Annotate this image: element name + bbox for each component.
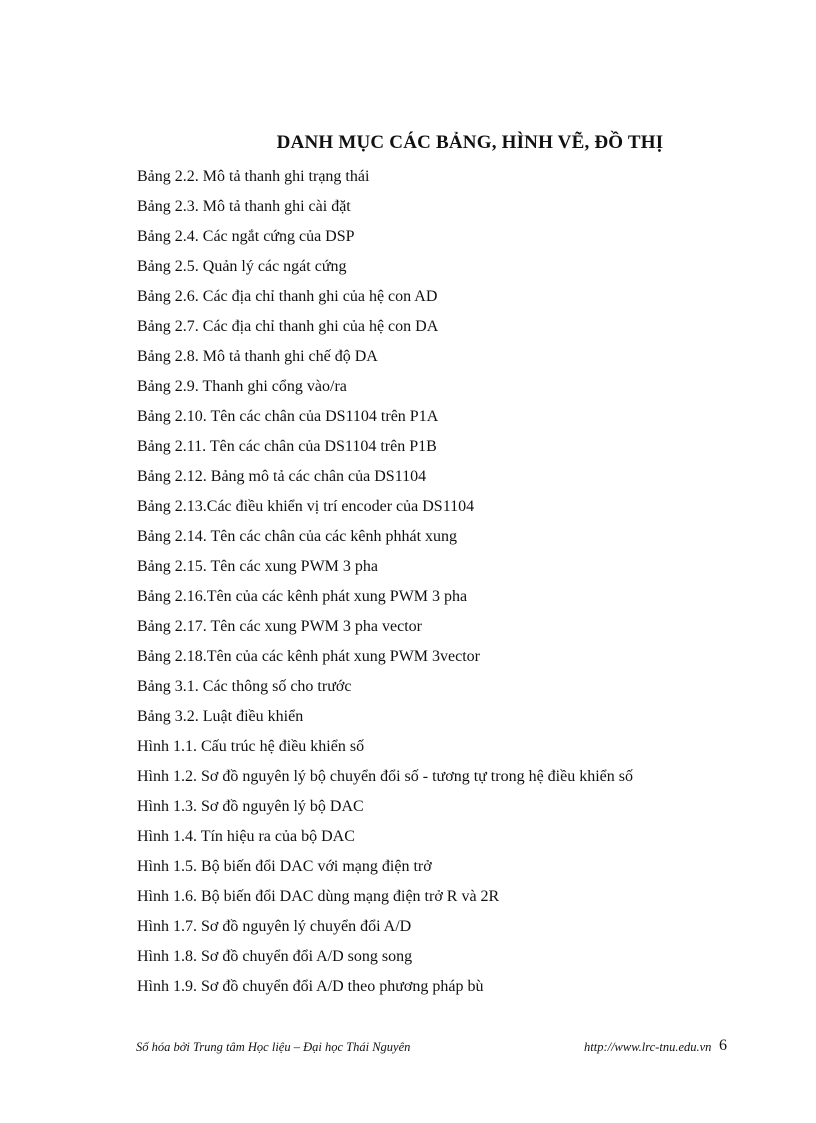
list-item: Bảng 2.9. Thanh ghi cổng vào/ra xyxy=(137,378,347,395)
list-item: Bảng 2.11. Tên các chân của DS1104 trên P1B xyxy=(137,438,437,455)
list-item: Hình 1.5. Bộ biến đổi DAC với mạng điện trở xyxy=(137,858,432,875)
list-item: Bảng 2.15. Tên các xung PWM 3 pha xyxy=(137,558,378,575)
list-item: Bảng 2.3. Mô tả thanh ghi cài đặt xyxy=(137,198,351,215)
page-title: DANH MỤC CÁC BẢNG, HÌNH VẼ, ĐỒ THỊ xyxy=(276,132,664,153)
list-item: Hình 1.6. Bộ biến đổi DAC dùng mạng điện trở R và 2R xyxy=(137,888,500,905)
footer-url[interactable]: http://www.lrc-tnu.edu.vn xyxy=(584,1040,712,1054)
list-item: Hình 1.2. Sơ đồ nguyên lý bộ chuyển đổi số - tương tự trong hệ điều khiển số xyxy=(137,768,633,785)
list-item: Bảng 2.5. Quản lý các ngát cứng xyxy=(137,258,347,275)
footer-source-text: Số hóa bởi Trung tâm Học liệu – Đại học Thái Nguyên xyxy=(136,1040,411,1054)
list-item: Bảng 2.2. Mô tả thanh ghi trạng thái xyxy=(137,168,370,185)
list-item: Hình 1.3. Sơ đồ nguyên lý bộ DAC xyxy=(137,798,364,815)
table-of-figures-list xyxy=(137,162,633,1002)
page-number: 6 xyxy=(719,1037,727,1054)
list-item: Bảng 3.2. Luật điều khiển xyxy=(137,708,304,725)
list-item: Hình 1.7. Sơ đồ nguyên lý chuyển đổi A/D xyxy=(137,918,412,935)
list-item: Bảng 2.10. Tên các chân của DS1104 trên P1A xyxy=(137,408,439,425)
list-item: Bảng 2.16.Tên của các kênh phát xung PWM 3 pha xyxy=(137,588,468,605)
list-item: Bảng 3.1. Các thông số cho trước xyxy=(137,678,352,695)
list-item: Bảng 2.7. Các địa chỉ thanh ghi của hệ con DA xyxy=(137,318,439,335)
list-item: Hình 1.4. Tín hiệu ra của bộ DAC xyxy=(137,828,355,845)
list-item: Hình 1.1. Cấu trúc hệ điều khiển số xyxy=(137,738,365,755)
list-item: Bảng 2.13.Các điều khiển vị trí encoder của DS1104 xyxy=(137,498,475,515)
list-item: Bảng 2.14. Tên các chân của các kênh phhát xung xyxy=(137,528,458,545)
list-item: Bảng 2.4. Các ngắt cứng của DSP xyxy=(137,228,355,245)
list-item: Bảng 2.8. Mô tả thanh ghi chế độ DA xyxy=(137,348,378,365)
list-item: Hình 1.9. Sơ đồ chuyển đổi A/D theo phương pháp bù xyxy=(137,978,484,995)
list-item: Bảng 2.12. Bảng mô tả các chân của DS1104 xyxy=(137,468,427,485)
list-item: Bảng 2.6. Các địa chỉ thanh ghi của hệ con AD xyxy=(137,288,438,305)
list-item: Hình 1.8. Sơ đồ chuyển đổi A/D song song xyxy=(137,948,413,965)
list-item: Bảng 2.18.Tên của các kênh phát xung PWM 3vector xyxy=(137,648,481,665)
list-item: Bảng 2.17. Tên các xung PWM 3 pha vector xyxy=(137,618,422,635)
